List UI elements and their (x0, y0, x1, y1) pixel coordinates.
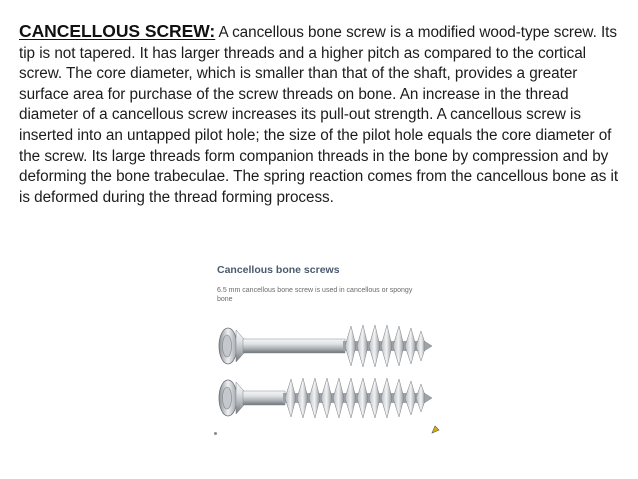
screw-figure (210, 258, 450, 448)
figure-page-mark (214, 432, 217, 435)
slide-heading: CANCELLOUS SCREW: (19, 21, 216, 41)
cancellous-screw-short-thread (210, 316, 450, 376)
figure-title: Cancellous bone screws (217, 264, 340, 276)
corner-marker-icon (431, 425, 440, 434)
figure-caption: 6.5 mm cancellous bone screw is used in cancellous or spongy bone (217, 287, 413, 303)
cancellous-screw-long-thread (210, 368, 450, 428)
body-text: A cancellous bone screw is a modified wood-type screw. Its tip is not tapered. It has larger threads and a higher pitch as compared to the cortical screw. The core diameter, which is smaller than that of the shaft, provides a greater surface area for purchase of the screw threads on bone. An increase in the thread diameter of a cancellous screw increases its pull-out strength. A cancellous screw is inserted into an untapped pilot hole; the size of the pilot hole equals the core diameter of the screw. Its large threads form companion threads in the bone by compression and by deforming the bone trabeculae. The spring reaction comes from the cancellous bone as it is deformed during the thread forming process. (19, 24, 619, 206)
body-paragraph (19, 21, 625, 208)
